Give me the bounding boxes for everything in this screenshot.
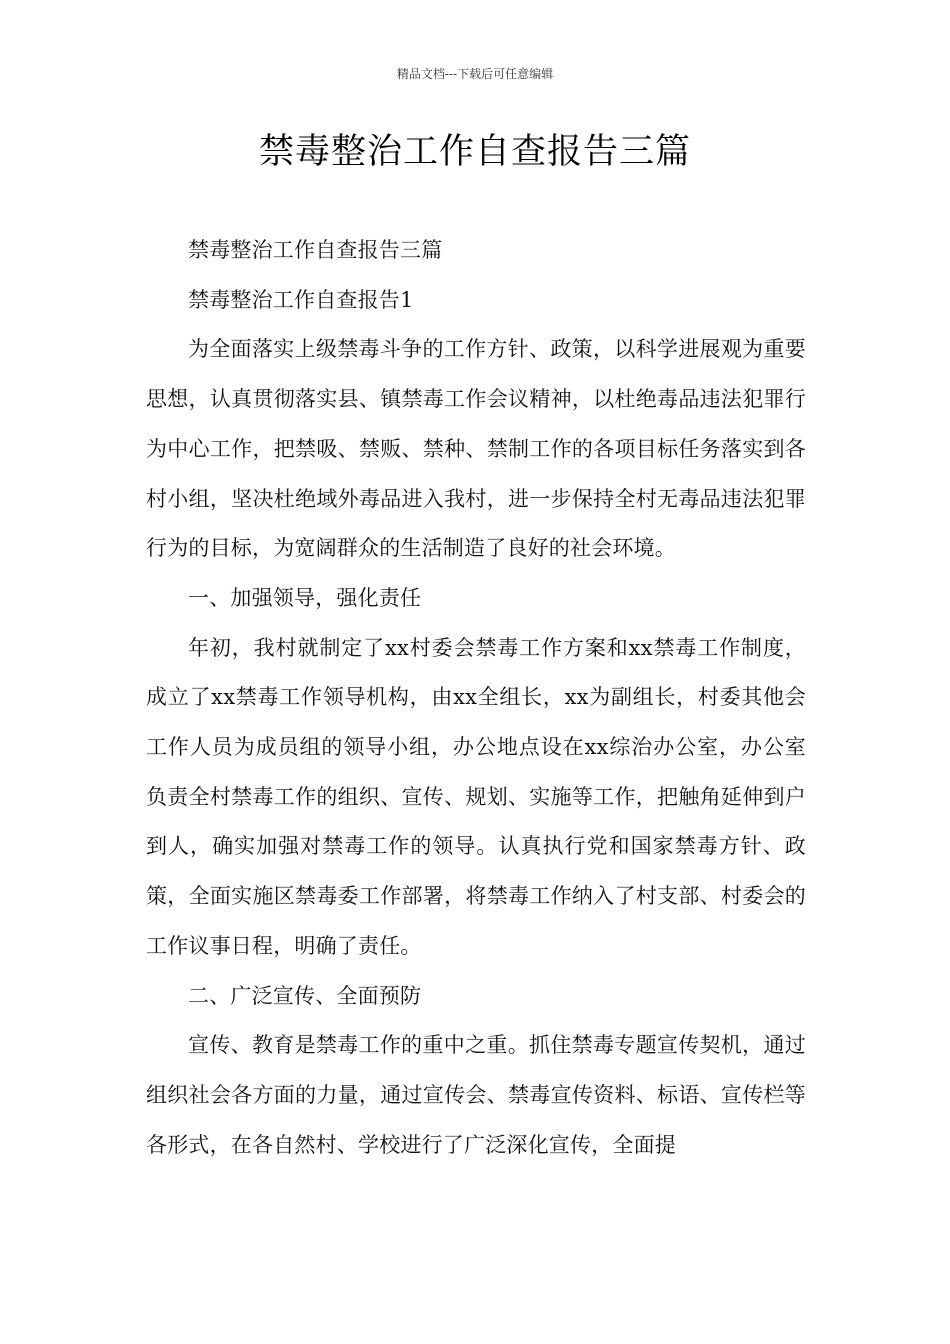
report-heading: 禁毒整治工作自查报告1 <box>188 287 414 312</box>
subtitle-paragraph: 禁毒整治工作自查报告三篇 <box>188 238 443 262</box>
section-2-paragraph: 宣传、教育是禁毒工作的重中之重。抓住禁毒专题宣传契机，通过组织社会各方面的力量，通过宣传会、禁毒宣传资料、标语、宣传栏等各形式，在各自然村、学校进行了广泛深化宣传，全面提 <box>146 1033 806 1157</box>
section-heading-2: 二、广泛宣传、全面预防 <box>188 983 422 1008</box>
section-heading-1: 一、加强领导，强化责任 <box>188 585 422 610</box>
section-1-paragraph: 年初，我村就制定了xx村委会禁毒工作方案和xx禁毒工作制度，成立了xx禁毒工作领导机构，由xx全组长，xx为副组长，村委其他会工作人员为成员组的领导小组，办公地点设在xx综治办公室，办公室负责全村禁毒工作的组织、宣传、规划、实施等工作，把触角延伸到户到人，确实加强对禁毒工作的领导。认真执行党和国家禁毒方针、政策，全面实施区禁毒委工作部署，将禁毒工作纳入了村支部、村委会的工作议事日程，明确了责任。 <box>146 635 806 958</box>
page-header: 精品文档---下载后可任意编辑 <box>396 67 554 81</box>
document-body <box>146 226 806 1170</box>
document-title: 禁毒整治工作自查报告三篇 <box>258 132 691 172</box>
intro-paragraph: 为全面落实上级禁毒斗争的工作方针、政策，以科学进展观为重要思想，认真贯彻落实县、镇禁毒工作会议精神，以杜绝毒品违法犯罪行为中心工作，把禁吸、禁贩、禁种、禁制工作的各项目标任务落实到各村小组，坚决杜绝域外毒品进入我村，进一步保持全村无毒品违法犯罪行为的目标，为宽阔群众的生活制造了良好的社会环境。 <box>146 337 806 561</box>
